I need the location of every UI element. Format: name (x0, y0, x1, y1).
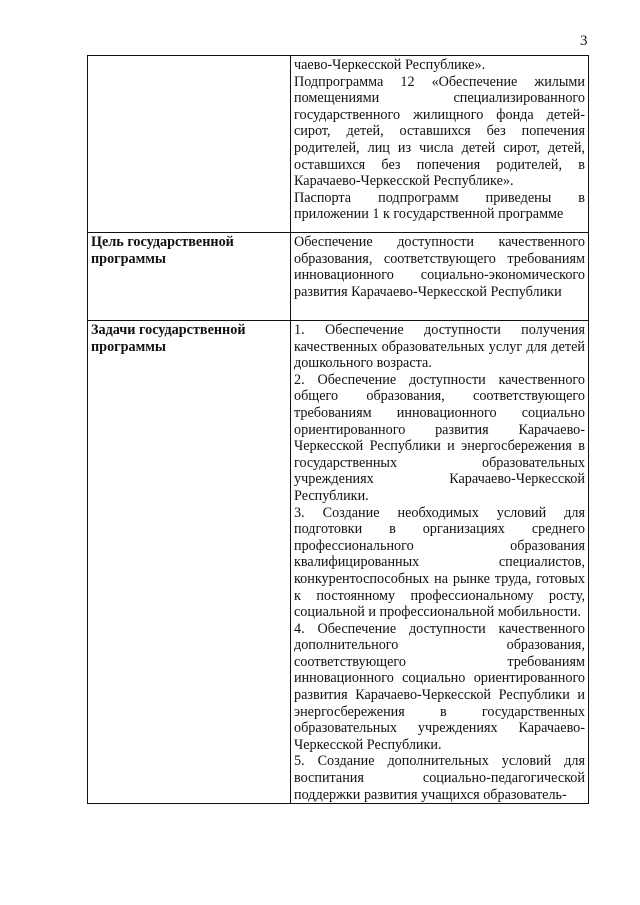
row-label (88, 56, 291, 233)
table-row (88, 233, 589, 321)
text-paragraph: 3. Создание необходимых условий для подготовки в организациях среднего профессионального образования квалифицированных специалистов, конкурентоспособных на рынке труда, готовых к постоянному профессиональному росту, социальной и профессиональной мобильности. (294, 504, 585, 621)
text-paragraph: Паспорта подпрограмм приведены в приложении 1 к государственной программе (294, 189, 585, 223)
page-number: 3 (580, 33, 588, 49)
text-paragraph: 4. Обеспечение доступности качественного дополнительного образования, соответствующего требованиям инновационного социально ориентированного развития Карачаево-Черкесской Республики и энергосбережения в государственных образовательных учреждениях Карачаево-Черкесской Республики. (294, 620, 585, 753)
row-content (291, 321, 589, 804)
row-label: Задачи государственной программы (88, 321, 291, 804)
row-label: Цель государственной программы (88, 233, 291, 321)
text-paragraph: 1. Обеспечение доступности получения качественных образовательных услуг для детей дошкольного возраста. (294, 322, 585, 372)
text-paragraph: 5. Создание дополнительных условий для воспитания социально-педагогической поддержки развития учащихся образователь- (294, 753, 585, 803)
row-content (291, 56, 589, 233)
table-row (88, 56, 589, 233)
text-paragraph: Обеспечение доступности качественного образования, соответствующего требованиям инновационного социально-экономического развития Карачаево-Черкесской Республики (294, 234, 585, 300)
program-passport-table (87, 55, 589, 804)
table-row (88, 321, 589, 804)
text-paragraph: 2. Обеспечение доступности качественного общего образования, соответствующего требованиям инновационного социально ориентированного развития Карачаево-Черкесской Республики и энергосбережения в государственных образовательных учреждениях Карачаево-Черкесской Республики. (294, 371, 585, 504)
text-paragraph: чаево-Черкесской Республике». (294, 57, 486, 73)
row-content (291, 233, 589, 321)
text-paragraph: Подпрограмма 12 «Обеспечение жилыми помещениями специализированного государственного жилищного фонда детей-сирот, детей, оставшихся без попечения родителей, лиц из числа детей сирот, детей, оставшихся без попечения родителей, в Карачаево-Черкесской Республике». (294, 73, 585, 190)
